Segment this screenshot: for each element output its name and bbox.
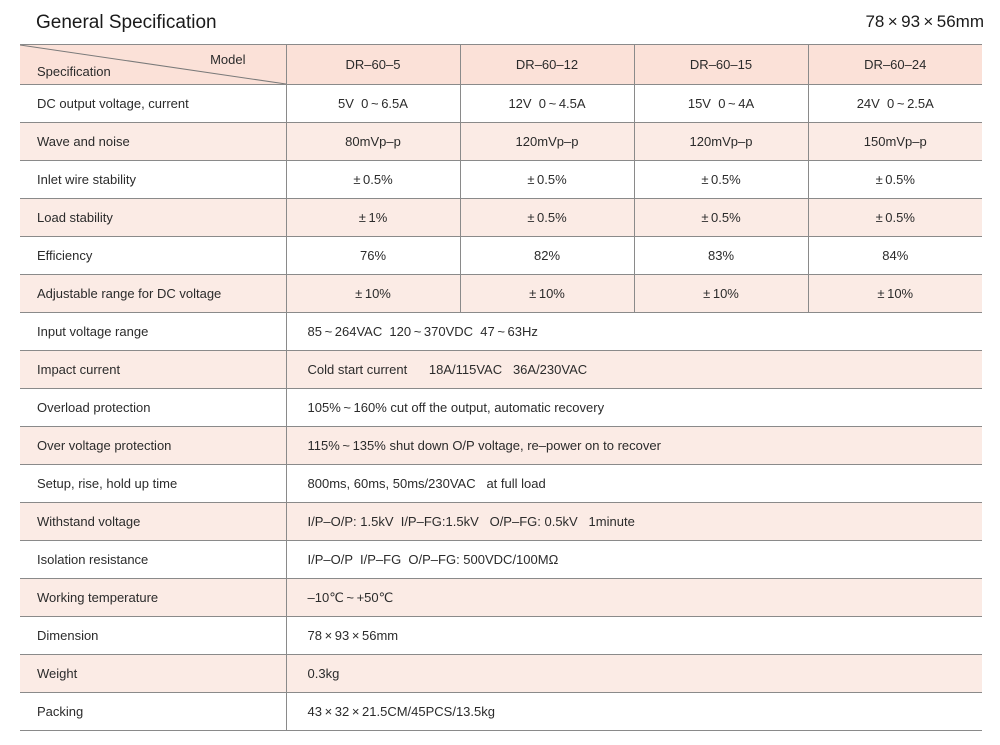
table-row	[20, 617, 982, 655]
row-label: Weight	[20, 655, 286, 693]
row-value: 78 × 93 × 56mm	[286, 617, 982, 655]
table-row	[20, 389, 982, 427]
row-value: ± 1%	[286, 199, 460, 237]
table-row	[20, 465, 982, 503]
table-row	[20, 693, 982, 731]
row-value: ± 0.5%	[460, 161, 634, 199]
table-row	[20, 541, 982, 579]
row-value: 150mVp–p	[808, 123, 982, 161]
row-value: ± 0.5%	[634, 161, 808, 199]
row-label: Withstand voltage	[20, 503, 286, 541]
row-value: ± 10%	[460, 275, 634, 313]
table-row	[20, 199, 982, 237]
row-value: 105% ~ 160% cut off the output, automatic recovery	[286, 389, 982, 427]
table-row	[20, 123, 982, 161]
row-label: Wave and noise	[20, 123, 286, 161]
table-header-row	[20, 45, 982, 85]
row-label: Efficiency	[20, 237, 286, 275]
row-value: ± 10%	[808, 275, 982, 313]
row-value: ± 10%	[634, 275, 808, 313]
row-value: ± 10%	[286, 275, 460, 313]
dimension-summary: 78 × 93 × 56mm	[865, 12, 984, 31]
table-row	[20, 351, 982, 389]
row-value: 120mVp–p	[634, 123, 808, 161]
row-value: 43 × 32 × 21.5CM/45PCS/13.5kg	[286, 693, 982, 731]
row-value: 83%	[634, 237, 808, 275]
row-label: Dimension	[20, 617, 286, 655]
row-label: Impact current	[20, 351, 286, 389]
row-label: Working temperature	[20, 579, 286, 617]
spec-table	[20, 44, 982, 731]
row-label: DC output voltage, current	[20, 85, 286, 123]
row-value: Cold start current 18A/115VAC 36A/230VAC	[286, 351, 982, 389]
model-header-label: Model	[210, 52, 246, 67]
table-row	[20, 275, 982, 313]
row-label: Input voltage range	[20, 313, 286, 351]
row-value: 84%	[808, 237, 982, 275]
row-label: Overload protection	[20, 389, 286, 427]
table-row	[20, 313, 982, 351]
row-value: 85 ~ 264VAC 120 ~ 370VDC 47 ~ 63Hz	[286, 313, 982, 351]
row-value: I/P–O/P: 1.5kV I/P–FG:1.5kV O/P–FG: 0.5kV 1minute	[286, 503, 982, 541]
header-corner-cell	[20, 45, 286, 85]
model-column-header: DR–60–24	[808, 45, 982, 85]
row-value: 76%	[286, 237, 460, 275]
table-row	[20, 237, 982, 275]
row-value: ± 0.5%	[460, 199, 634, 237]
table-row	[20, 427, 982, 465]
row-value: ± 0.5%	[634, 199, 808, 237]
model-column-header: DR–60–5	[286, 45, 460, 85]
model-column-header: DR–60–15	[634, 45, 808, 85]
row-value: 24V 0 ~ 2.5A	[808, 85, 982, 123]
row-label: Adjustable range for DC voltage	[20, 275, 286, 313]
row-value: ± 0.5%	[808, 199, 982, 237]
table-row	[20, 655, 982, 693]
row-label: Setup, rise, hold up time	[20, 465, 286, 503]
table-row	[20, 161, 982, 199]
row-label: Over voltage protection	[20, 427, 286, 465]
row-value: 115% ~ 135% shut down O/P voltage, re–power on to recover	[286, 427, 982, 465]
row-label: Load stability	[20, 199, 286, 237]
row-value: 5V 0 ~ 6.5A	[286, 85, 460, 123]
row-label: Inlet wire stability	[20, 161, 286, 199]
page-title: General Specification	[36, 12, 217, 33]
row-value: ± 0.5%	[286, 161, 460, 199]
row-value: 0.3kg	[286, 655, 982, 693]
row-value: 12V 0 ~ 4.5A	[460, 85, 634, 123]
row-value: I/P–O/P I/P–FG O/P–FG: 500VDC/100MΩ	[286, 541, 982, 579]
table-row	[20, 85, 982, 123]
table-row	[20, 503, 982, 541]
row-value: 15V 0 ~ 4A	[634, 85, 808, 123]
table-row	[20, 579, 982, 617]
model-column-header: DR–60–12	[460, 45, 634, 85]
row-value: ± 0.5%	[808, 161, 982, 199]
row-value: 82%	[460, 237, 634, 275]
row-label: Packing	[20, 693, 286, 731]
row-value: 80mVp–p	[286, 123, 460, 161]
row-value: 120mVp–p	[460, 123, 634, 161]
specification-header-label: Specification	[37, 64, 111, 79]
row-label: Isolation resistance	[20, 541, 286, 579]
row-value: –10℃ ~ +50℃	[286, 579, 982, 617]
row-value: 800ms, 60ms, 50ms/230VAC at full load	[286, 465, 982, 503]
